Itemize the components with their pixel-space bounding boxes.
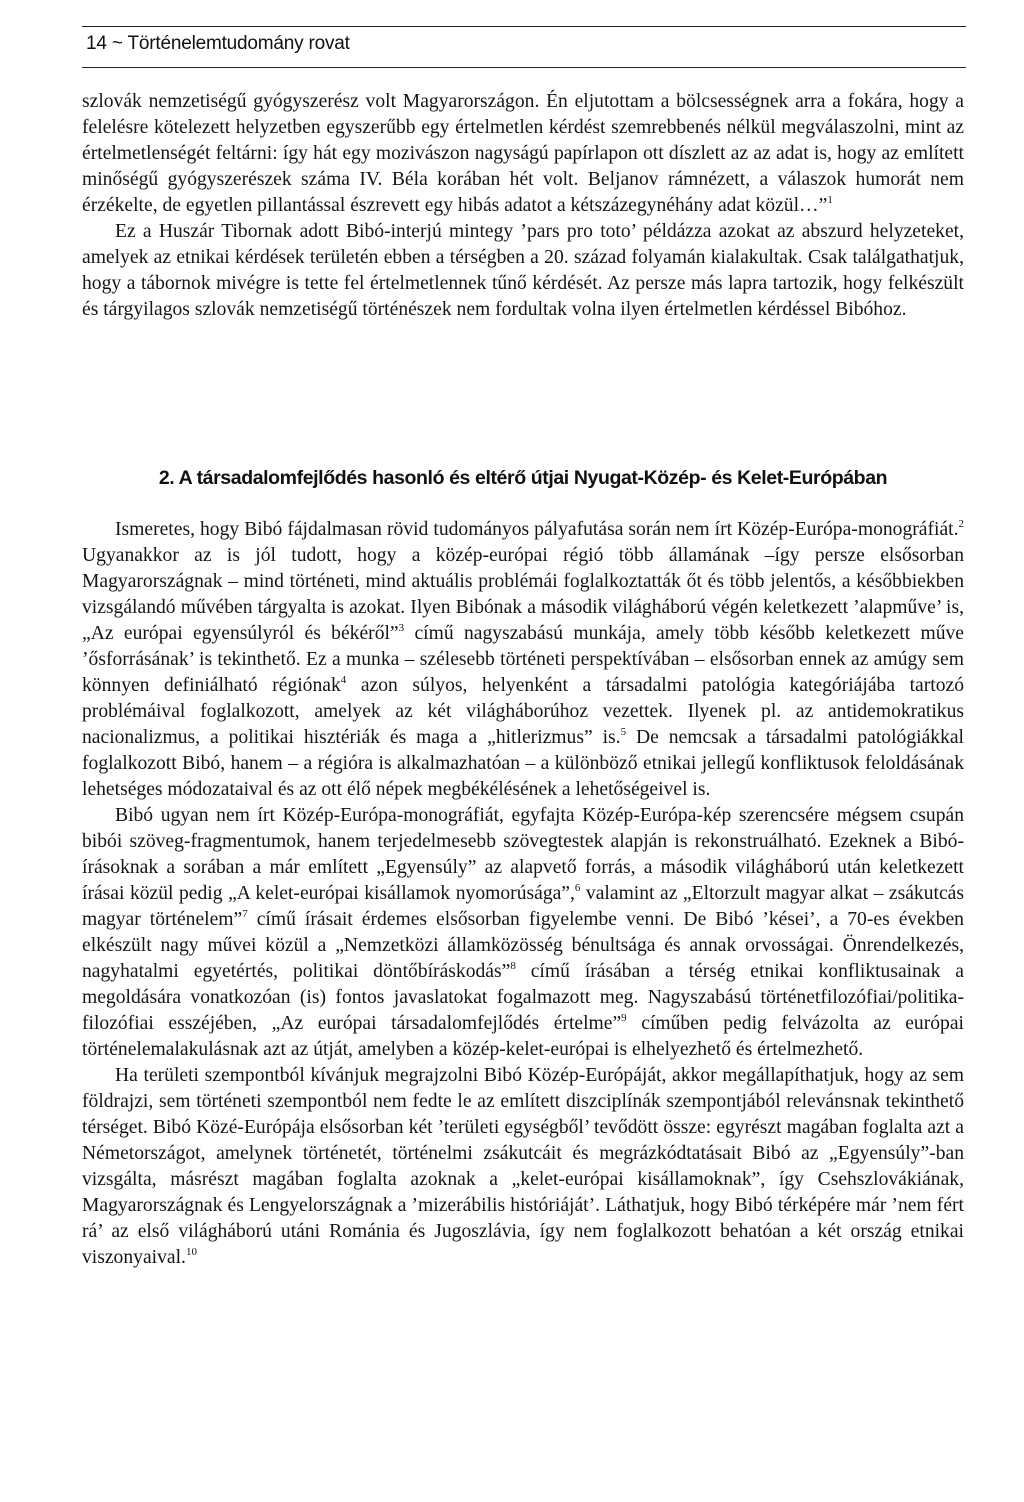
footnote-ref-6: 6 [574,882,581,894]
footnote-ref-3: 3 [398,622,405,634]
section-body [82,517,964,1271]
footnote-ref-4: 4 [340,674,347,686]
footnote-ref-1: 1 [827,194,833,206]
footnote-ref-10: 10 [185,1246,197,1258]
footnote-ref-9: 9 [621,1012,627,1024]
page-number: 14 [86,33,107,54]
header-separator: ~ [111,33,123,54]
section-heading: 2. A társadalomfejlődés hasonló és eltérő útjai Nyugat-Közép- és Kelet-Európában [158,467,888,489]
body-paragraph-1: Ismeretes, hogy Bibó fájdalmasan rövid tudományos pályafutása során nem írt Közép-Európa-monográfiát.$^2$ Ugyanakkor az is jól tudott, hogy a közép-európai régió több államának –így persze elsősorban Magyarországnak – mind történeti, mind aktuális problémái foglalkoztatták őt és több jelentős, a későbbiekben vizsgálandó művében tárgyalta is azokat. Ilyen Bibónak a második világháború végén keletkezett ’alapműve’ is, „Az európai egyensúlyról és békéről”$^3$ című nagyszabású munkája, amely több később keletkezett műve ’ősforrásának’ is tekinthető. Ez a munka – szélesebb történeti perspektívában – elsősorban ennek az amúgy sem könnyen definiálható régiónak$^4$ azon súlyos, helyenként a társadalmi patológia kategóriájába tartozó problémáival foglalkozott, amelyek az két világháborúhoz vezettek. Ilyenek pl. az antidemokratikus nacionalizmus, a politikai hisztériák és maga a „hitlerizmus” is.$^5$ De nemcsak a társadalmi patológiákkal foglalkozott Bibó, hanem – a régióra is alkalmazhatóan – a különböző etnikai jellegű konfliktusok feloldásának lehetséges módozataival és az ott élő népek megbékélésének a lehetőségeivel is. [82,518,965,800]
footnote-ref-2: 2 [958,518,964,530]
intro-text [82,89,964,323]
intro-paragraph-2: Ez a Huszár Tibornak adott Bibó-interjú mintegy ’pars pro toto’ példázza azokat az abszurd helyzeteket, amelyek az etnikai kérdések területén ebben a térségben a 20. század folyamán kialakultak. Csak találgathatjuk, hogy a tábornok mivégre is tette fel értelmetlennek tűnő kérdését. Az persze más lapra tartozik, hogy felkészült és tárgyilagos szlovák nemzetiségű történészek nem fordultak volna ilyen értelmetlen kérdéssel Bibóhoz. [82,221,964,320]
body-paragraph-3: Ha területi szempontból kívánjuk megrajzolni Bibó Közép-Európáját, akkor megállapíthatjuk, hogy az sem földrajzi, sem történeti szempontból nem fedte le az említett diszciplínák szempontjából relevánsnak tekinthető térséget. Bibó Közé-Európája elsősorban két ’területi egységből’ tevődött össze: egyrészt magában foglalta azt a Németországot, amelynek történetét, történelmi zsákutcáit és megrázkódtatásait Bibó az „Egyensúly”-ban vizsgálta, másrészt magában foglalta azoknak a „kelet-európai kisállamoknak”, így Csehszlovákiának, Magyarországnak és Lengyelországnak a ’mizerábilis históriáját’. Láthatjuk, hogy Bibó térképére már ’nem fért rá’ az első világháború utáni Románia és Jugoszlávia, így nem foglalkozott behatóan a két ország etnikai viszonyaival.$^{10}$ [82,1065,964,1268]
footnote-ref-8: 8 [510,960,516,972]
body-paragraph-2: Bibó ugyan nem írt Közép-Európa-monográfiát, egyfajta Közép-Európa-kép szerencsére mégsem csupán bibói szöveg-fragmentumok, hanem terjedelmesebb szövegtestek alapján is rekonstruálható. Ezeknek a Bibó-írásoknak a sorában a már említett „Egyensúly” az alapvető forrás, a második világháború után keletkezett írásai közül pedig „A kelet-európai kisállamok nyomorúsága”,$^6$ valamint az „Eltorzult magyar alkat – zsákutcás magyar történelem”$^7$ című írásait érdemes elsősorban figyelembe venni. De Bibó ’kései’, a 70-es években elkészült nagy művei közül a „Nemzetközi államközösség bénultsága és annak orvosságai. Önrendelkezés, nagyhatalmi egyetértés, politikai döntőbíráskodás”$^8$ című írásában a térség etnikai konfliktusainak a megoldására vonatkozóan (is) fontos javaslatokat fogalmazott meg. Nagyszabású történetfilozófiai/politika-filozófiai esszéjében, „Az európai társadalomfejlődés értelme”$^9$ címűben pedig felvázolta az európai történelemalakulásnak azt az útját, amelyben a közép-kelet-európai is elhelyezhető és értelmezhető. [82,805,965,1060]
header-text [86,33,350,55]
header-section-title: Történelemtudomány rovat [127,33,350,54]
intro-paragraph-1: szlovák nemzetiségű gyógyszerész volt Magyarországon. Én eljutottam a bölcsességnek arra a fokára, hogy a felelésre kötelezett helyzetben egyszerűbb egy értelmetlen kérdést szemrebbenés nélkül megválaszolni, mint az értelmetlenségét feltárni: így hát egy mozivászon nagyságú papírlapon ott díszlett az az adat is, hogy az említett minőségű gyógyszerészek száma IV. Béla korában hét volt. Beljanov rámnézett, a válaszok humorát nem érzékelte, de egyetlen pillantással észrevett egy hibás adatot a kétszázegynéhány adat közül…”$^1$ [82,91,964,216]
running-header [82,26,966,68]
footnote-ref-5: 5 [620,726,627,738]
footnote-ref-7: 7 [242,908,248,920]
